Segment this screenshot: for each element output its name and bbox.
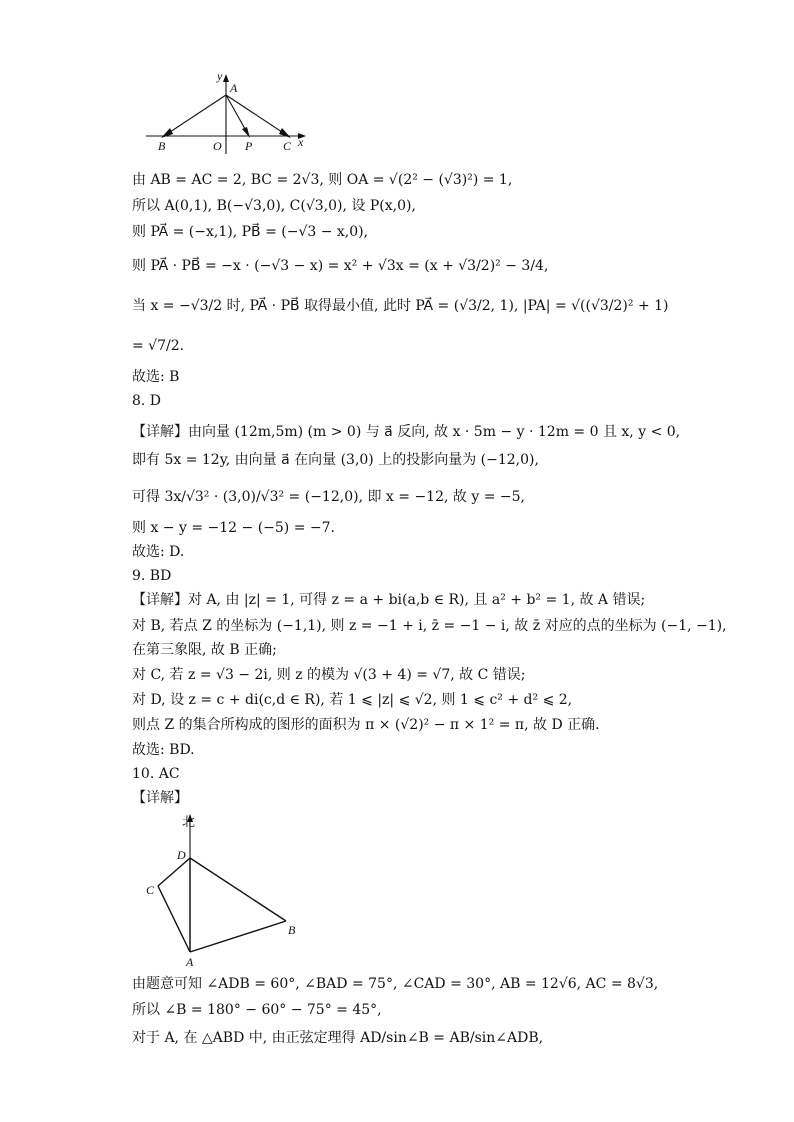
text-line: 对 B, 若点 Z 的坐标为 (−1,1), 则 z = −1 + i, z̄ = −1 − i, 故 z̄ 对应的点的坐标为 (−1, −1),: [132, 618, 727, 634]
label-c: C: [146, 883, 155, 897]
label-x: x: [298, 135, 304, 149]
question-number: 9. BD: [132, 568, 172, 584]
text-line: 则 x − y = −12 − (−5) = −7.: [132, 520, 335, 536]
answer-line: 故选: B: [132, 369, 180, 385]
label-o: O: [213, 139, 222, 153]
text-line: 可得 3x/√3² · (3,0)/√3² = (−12,0), 即 x = −12, 故 y = −5,: [132, 489, 525, 505]
text-line: 则点 Z 的集合所构成的图形的面积为 π × (√2)² − π × 1² = π, 故 D 正确.: [132, 717, 600, 733]
text-line: 对 D, 设 z = c + di(c,d ∈ R), 若 1 ⩽ |z| ⩽ √2, 则 1 ⩽ c² + d² ⩽ 2,: [132, 692, 573, 708]
question-number: 10. AC: [132, 766, 180, 782]
text-line: 对于 A, 在 △ABD 中, 由正弦定理得 AD/sin∠B = AB/sin∠ADB,: [132, 1030, 544, 1046]
text-line: 所以 ∠B = 180° − 60° − 75° = 45°,: [132, 1002, 382, 1018]
label-y: y: [217, 69, 223, 83]
text-line: 所以 A(0,1), B(−√3,0), C(√3,0), 设 P(x,0),: [132, 198, 416, 214]
label-p: P: [245, 139, 253, 153]
text-line: 当 x = −√3/2 时, PA⃗ · PB⃗ 取得最小值, 此时 PA⃗ = (√3/2, 1), |PA| = √((√3/2)² + 1): [132, 298, 669, 314]
label-a: A: [230, 81, 238, 95]
text-line: 则 PA⃗ = (−x,1), PB⃗ = (−√3 − x,0),: [132, 224, 369, 240]
text-line: 即有 5x = 12y, 由向量 a⃗ 在向量 (3,0) 上的投影向量为 (−12,0),: [132, 452, 539, 468]
label-north: 北: [182, 815, 196, 830]
text-line: 在第三象限, 故 B 正确;: [132, 642, 277, 658]
text-line: 【详解】由向量 (12m,5m) (m > 0) 与 a⃗ 反向, 故 x · 5m − y · 12m = 0 且 x, y < 0,: [132, 424, 681, 440]
label-a: A: [186, 955, 194, 968]
text-line: 由 AB = AC = 2, BC = 2√3, 则 OA = √(2² − (√3)²) = 1,: [132, 172, 513, 188]
segment-db: [190, 858, 286, 921]
question-number: 8. D: [132, 393, 162, 409]
segment-dc: [158, 858, 190, 886]
y-axis-arrow: [223, 74, 229, 82]
segment-ac: [226, 95, 288, 136]
text-line: 对 C, 若 z = √3 − 2i, 则 z 的模为 √(3 + 4) = √7, 故 C 错误;: [132, 667, 526, 683]
answer-line: 故选: D.: [132, 544, 185, 560]
segment-ca: [158, 886, 190, 952]
bearing-figure: [140, 808, 310, 968]
label-d: D: [177, 848, 186, 862]
label-b: B: [158, 139, 166, 153]
text-line: 由题意可知 ∠ADB = 60°, ∠BAD = 75°, ∠CAD = 30°, AB = 12√6, AC = 8√3,: [132, 976, 659, 992]
segment-ab: [164, 95, 226, 136]
detail-heading: 【详解】: [132, 790, 188, 806]
label-b: B: [288, 923, 296, 937]
coordinate-figure: [140, 68, 320, 160]
text-line: 【详解】对 A, 由 |z| = 1, 可得 z = a + bi(a,b ∈ R), 且 a² + b² = 1, 故 A 错误;: [132, 592, 646, 608]
label-c: C: [283, 139, 292, 153]
text-line: = √7/2.: [132, 338, 185, 354]
text-line: 则 PA⃗ · PB⃗ = −x · (−√3 − x) = x² + √3x = (x + √3/2)² − 3/4,: [132, 258, 549, 274]
segment-ab: [190, 921, 286, 952]
answer-line: 故选: BD.: [132, 742, 195, 758]
